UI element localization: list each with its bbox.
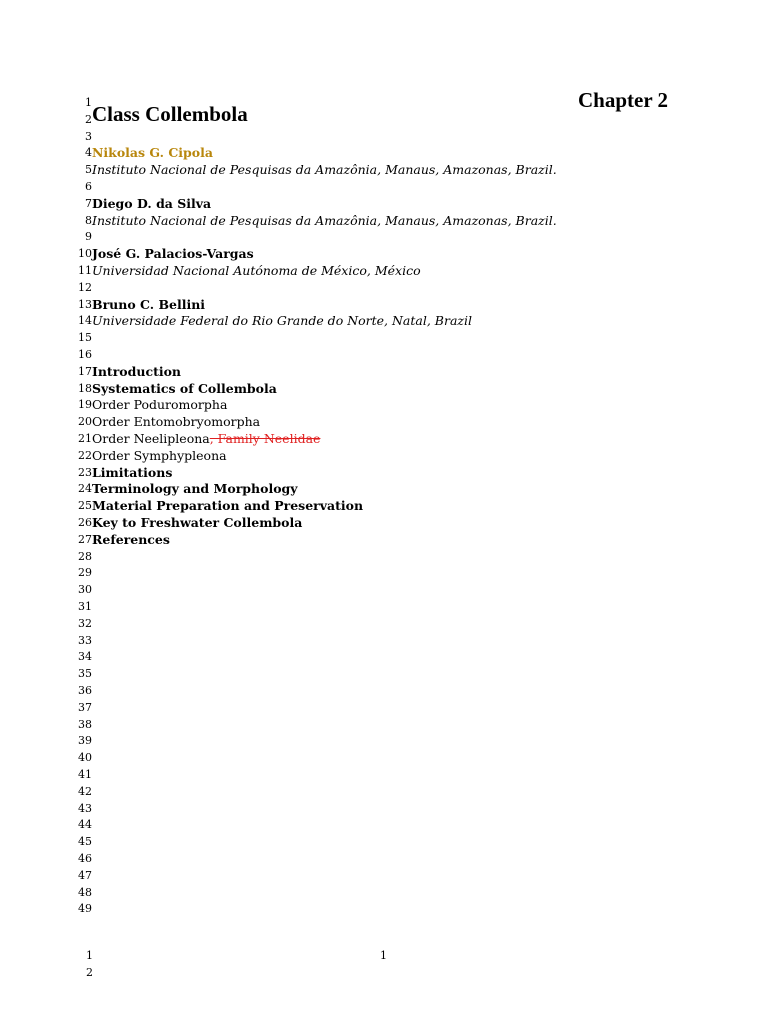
line-text-content: Key to Freshwater Collembola xyxy=(92,515,303,530)
line-number: 3 xyxy=(85,129,92,143)
line-text xyxy=(92,464,172,481)
line-text xyxy=(92,262,421,279)
line-text-content: Systematics of Collembola xyxy=(92,380,277,396)
line-number: 34 xyxy=(78,650,92,664)
line-text xyxy=(92,413,260,430)
line-text xyxy=(92,430,320,447)
line-text-content: References xyxy=(92,531,170,547)
line-number: 15 xyxy=(78,331,92,345)
line-text-content: Universidad Nacional Autónoma de México, México xyxy=(92,263,421,278)
line-text-content: Order Entomobryomorpha xyxy=(92,414,261,430)
line-number: 21 xyxy=(78,432,92,445)
page-number: 1 xyxy=(380,949,387,962)
line-text-content: Universidade Federal do Rio Grande do Norte, Natal, Brazil xyxy=(92,313,472,329)
line-text xyxy=(92,212,557,229)
line-text-content: Introduction xyxy=(92,363,182,379)
line-number: 44 xyxy=(78,818,92,832)
line-text-content: Instituto Nacional de Pesquisas da Amazônia, Manaus, Amazonas, Brazil. xyxy=(92,162,557,178)
line-text-content: Diego D. da Silva xyxy=(92,195,212,211)
line-number: 12 xyxy=(78,280,92,294)
line-text-content: Order Neelipleona xyxy=(92,431,210,446)
line-number: 24 xyxy=(78,482,92,496)
line-number: 27 xyxy=(78,532,92,546)
line-number: 39 xyxy=(78,734,92,748)
line-text xyxy=(92,363,181,380)
line-number: 2 xyxy=(85,112,92,126)
line-number: 5 xyxy=(85,163,92,177)
line-text-content: Material Preparation and Preservation xyxy=(92,498,364,514)
line-text xyxy=(92,380,277,397)
line-number: 23 xyxy=(78,465,92,479)
line-number: 35 xyxy=(78,667,92,681)
line-number: 31 xyxy=(78,600,92,613)
line-text-content: Terminology and Morphology xyxy=(92,481,298,497)
line-text-content: Instituto Nacional de Pesquisas da Amazônia, Manaus, Amazonas, Brazil. xyxy=(92,212,557,228)
line-number: 1 xyxy=(85,96,92,109)
line-text xyxy=(92,531,170,548)
line-number: 36 xyxy=(78,684,92,697)
line-number: 10 xyxy=(78,247,92,261)
line-number: 16 xyxy=(78,348,92,361)
line-text xyxy=(92,144,213,161)
line-number: 6 xyxy=(85,180,92,193)
line-text-content: Order Poduromorpha xyxy=(92,397,228,413)
line-number: 47 xyxy=(78,868,92,882)
line-text xyxy=(92,480,298,497)
line-number: 4 xyxy=(85,146,92,160)
line-number: 25 xyxy=(78,499,92,513)
line-number: 49 xyxy=(78,902,92,916)
line-number: 9 xyxy=(85,230,92,244)
line-number: 19 xyxy=(78,398,92,412)
line-number: 41 xyxy=(78,768,92,781)
line-text xyxy=(92,296,205,313)
line-text-content: José G. Palacios-Vargas xyxy=(92,246,254,262)
line-number: 48 xyxy=(78,885,92,899)
line-number: 33 xyxy=(78,633,92,647)
line-number: 37 xyxy=(78,700,92,714)
line-number: 11 xyxy=(78,264,92,277)
footer-line-number-1: 1 xyxy=(86,949,93,962)
line-text xyxy=(92,514,302,531)
line-number: 22 xyxy=(78,448,92,462)
deleted-text: , Family Neelidae xyxy=(209,431,321,446)
footer-line-number-2: 2 xyxy=(86,966,93,979)
line-text xyxy=(92,497,363,514)
line-text xyxy=(92,396,227,413)
line-number: 30 xyxy=(78,583,92,597)
line-number: 32 xyxy=(78,616,92,630)
line-text-content: Limitations xyxy=(92,464,173,480)
line-number: 40 xyxy=(78,751,92,765)
chapter-heading: Chapter 2 xyxy=(578,88,669,112)
line-text xyxy=(92,161,557,178)
line-number: 26 xyxy=(78,516,92,529)
line-number: 38 xyxy=(78,717,92,731)
line-number: 14 xyxy=(78,314,92,328)
line-text xyxy=(92,245,254,262)
line-number: 28 xyxy=(78,549,92,563)
line-text xyxy=(92,312,472,329)
line-number: 20 xyxy=(78,415,92,429)
line-text-content: Nikolas G. Cipola xyxy=(92,145,213,161)
line-number: 8 xyxy=(85,213,92,227)
line-number: 13 xyxy=(78,297,92,311)
line-text xyxy=(92,447,227,464)
line-number: 18 xyxy=(78,381,92,395)
line-text-content: Bruno C. Bellini xyxy=(92,296,206,312)
document-title xyxy=(92,102,248,126)
line-number: 17 xyxy=(78,364,92,378)
line-number: 29 xyxy=(78,566,92,580)
line-number: 42 xyxy=(78,784,92,798)
line-number: 46 xyxy=(78,852,92,865)
line-number: 7 xyxy=(85,196,92,210)
line-text-content: Class Collembola xyxy=(92,101,248,126)
line-number: 43 xyxy=(78,801,92,815)
line-number: 45 xyxy=(78,835,92,849)
line-text-content: Order Symphypleona xyxy=(92,447,227,463)
line-text xyxy=(92,195,211,212)
